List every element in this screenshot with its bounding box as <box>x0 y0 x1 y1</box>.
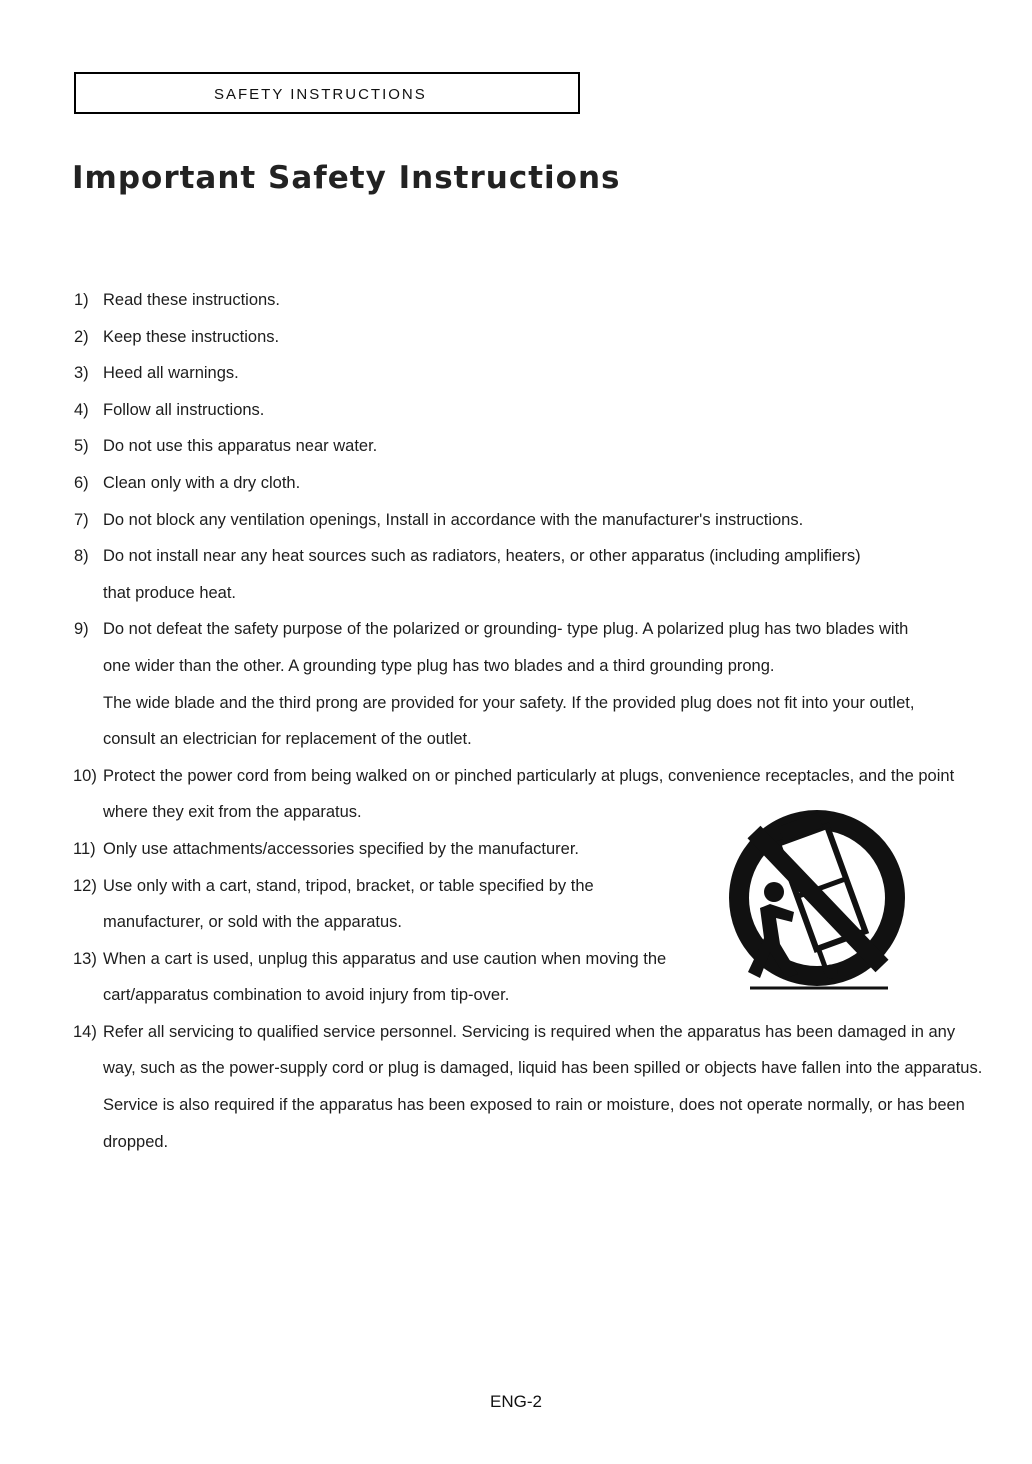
item-number: 13) <box>73 949 97 968</box>
item-text: Follow all instructions. <box>103 400 265 419</box>
item-number: 1) <box>74 291 89 309</box>
list-item <box>74 392 954 429</box>
item-number: 9) <box>74 620 89 639</box>
item-number: 8) <box>74 547 89 566</box>
item-text-continued: The wide blade and the third prong are provided for your safety. If the provided plug does not fit into your outlet, consult an electrician for replacement of the outlet. <box>103 693 915 749</box>
item-text: Only use attachments/accessories specified by the manufacturer. <box>103 839 579 858</box>
item-text: Use only with a cart, stand, tripod, bracket, or table specified by the manufacturer, or sold with the apparatus. <box>103 876 594 932</box>
item-text: Heed all warnings. <box>103 364 239 383</box>
item-text: Keep these instructions. <box>103 327 280 346</box>
item-number: 10) <box>73 766 97 785</box>
section-header-box <box>74 72 580 114</box>
list-item <box>74 611 954 757</box>
page-number: ENG-2 <box>490 1392 542 1411</box>
item-text: When a cart is used, unplug this apparatus and use caution when moving the cart/apparatus combination to avoid injury from tip-over. <box>103 949 667 1005</box>
page-title: Important Safety Instructions <box>72 160 621 196</box>
item-number: 11) <box>73 839 96 858</box>
section-label: SAFETY INSTRUCTIONS <box>214 86 427 103</box>
list-item <box>74 355 954 392</box>
list-item <box>74 868 693 941</box>
item-text: Protect the power cord from being walked on or pinched particularly at plugs, convenience receptacles, and the point where they exit from the apparatus. <box>103 766 955 822</box>
item-text: Do not install near any heat sources such as radiators, heaters, or other apparatus (including amplifiers) that produce heat. <box>103 547 861 602</box>
list-item <box>74 1014 983 1160</box>
item-number: 2) <box>74 327 89 346</box>
list-item <box>74 941 753 1014</box>
item-number: 5) <box>74 437 89 456</box>
item-number: 12) <box>73 876 97 895</box>
instruction-list <box>73 282 983 1160</box>
item-number: 7) <box>74 510 89 529</box>
item-text: Refer all servicing to qualified service personnel. Servicing is required when the apparatus has been damaged in any way, such as the power-supply cord or plug is damaged, liquid has been spilled or objects have fallen into the apparatus. Service is also required if the apparatus has been exposed to rain or moisture, does not operate normally, or has been dropped. <box>103 1022 983 1151</box>
list-item <box>74 428 954 465</box>
list-item <box>74 538 863 611</box>
item-number: 4) <box>74 400 89 419</box>
list-item <box>74 465 954 502</box>
item-text: Do not use this apparatus near water. <box>103 437 378 456</box>
item-text: Clean only with a dry cloth. <box>103 473 301 492</box>
item-text: Read these instructions. <box>103 291 281 309</box>
item-text: Do not block any ventilation openings, Install in accordance with the manufacturer's instructions. <box>103 510 804 529</box>
item-text: Do not defeat the safety purpose of the polarized or grounding- type plug. A polarized plug has two blades with one wider than the other. A grounding type plug has two blades and a third grounding prong. <box>103 620 909 675</box>
list-item <box>74 319 954 356</box>
item-number: 6) <box>74 473 89 492</box>
cart-tip-over-warning-icon <box>720 808 920 1004</box>
list-item <box>74 502 954 539</box>
item-number: 14) <box>73 1022 97 1041</box>
list-item <box>74 282 954 319</box>
item-number: 3) <box>74 364 89 383</box>
